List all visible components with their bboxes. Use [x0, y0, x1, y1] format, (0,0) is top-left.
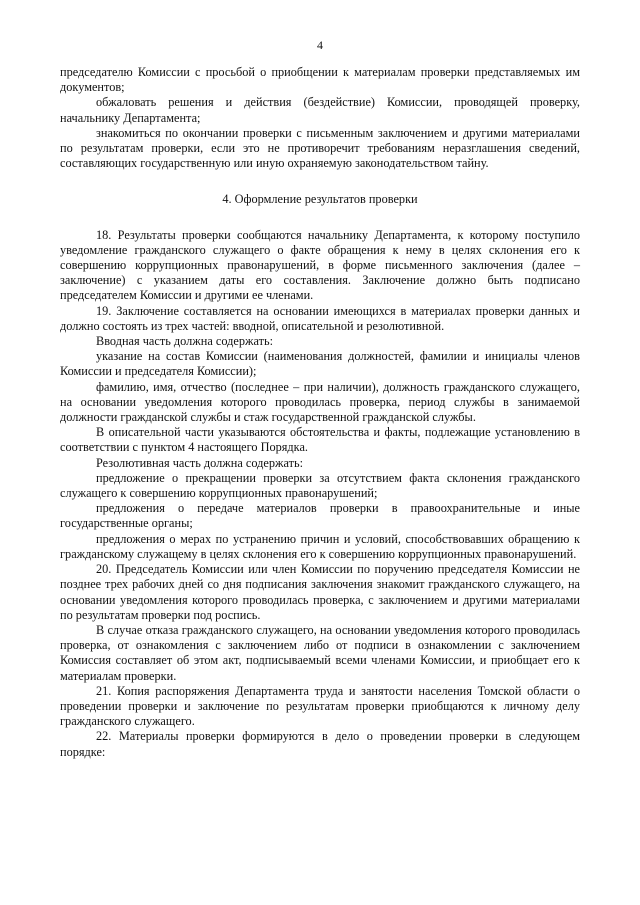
paragraph-top-2: обжаловать решения и действия (бездействие) Комиссии, проводящей проверку, начальнику Департамента; [60, 95, 580, 125]
paragraph-resolutive-part: Резолютивная часть должна содержать: [96, 455, 304, 470]
section-heading: 4. Оформление результатов проверки [222, 192, 418, 207]
paragraph-descriptive-part: В описательной части указываются обстоятельства и факты, подлежащие установлению в соответствии с пунктом 4 настоящего Порядка. [60, 425, 580, 455]
paragraph-20: 20. Председатель Комиссии или член Комиссии по поручению председателя Комиссии не позднее трех рабочих дней со дня подписания заключения знакомит гражданского служащего, на основании уведомления которого проводилась проверка, с заключением и другими материалами по результатам проверки под роспись. [60, 562, 580, 622]
paragraph-termination-proposal: предложение о прекращении проверки за отсутствием факта склонения гражданского служащего к совершению коррупционных правонарушений; [60, 470, 580, 501]
paragraph-22: 22. Материалы проверки формируются в дело о проведении проверки в следующем порядке: [60, 729, 580, 759]
paragraph-18: 18. Результаты проверки сообщаются начальнику Департамента, к которому поступило уведомление гражданского служащего о факте обращения к нему в целях склонения его к совершению коррупционных правонарушений, в форме письменного заключения (далее – заключение) с указанием даты его составления. Заключение должно быть подписано председателем Комиссии и другими ее членами. [60, 227, 580, 303]
paragraph-top-1: председателю Комиссии с просьбой о приобщении к материалам проверки представляемых им документов; [60, 65, 580, 95]
document-body [60, 65, 580, 760]
paragraph-transfer-proposal: предложения о передаче материалов проверки в правоохранительные и иные государственные органы; [60, 501, 580, 531]
paragraph-measures-proposal: предложения о мерах по устранению причин и условий, способствовавших обращению к гражданскому служащему в целях склонения его к совершению коррупционных правонарушений. [60, 531, 580, 561]
paragraph-21: 21. Копия распоряжения Департамента труда и занятости населения Томской области о проведении проверки и заключение по результатам проверки приобщаются к личному делу гражданского служащего. [60, 683, 580, 729]
page-number: 4 [317, 38, 323, 52]
paragraph-19: 19. Заключение составляется на основании имеющихся в материалах проверки данных и должно состоять из трех частей: вводной, описательной и резолютивной. [60, 303, 580, 333]
paragraph-commission-composition: указание на состав Комиссии (наименования должностей, фамилии и инициалы членов Комиссии и председателя Комиссии); [60, 349, 580, 379]
paragraph-top-3: знакомиться по окончании проверки с письменным заключением и другими материалами по результатам проверки, если это не противоречит требованиям неразглашения сведений, составляющих государственную или иную охраняемую законодательством тайну. [60, 125, 580, 171]
paragraph-employee-details: фамилию, имя, отчество (последнее – при наличии), должность гражданского служащего, на основании уведомления которого проводилась проверка, период службы в занимаемой должности гражданской службы и стаж государственной гражданской службы. [60, 379, 580, 425]
paragraph-refusal: В случае отказа гражданского служащего, на основании уведомления которого проводилась проверка, от ознакомления с заключением либо от подписи в ознакомлении с заключением Комиссия составляет об этом акт, подписываемый всеми членами Комиссии, и приобщает его к материалам проверки. [60, 622, 580, 683]
paragraph-intro-part: Вводная часть должна содержать: [96, 334, 274, 349]
